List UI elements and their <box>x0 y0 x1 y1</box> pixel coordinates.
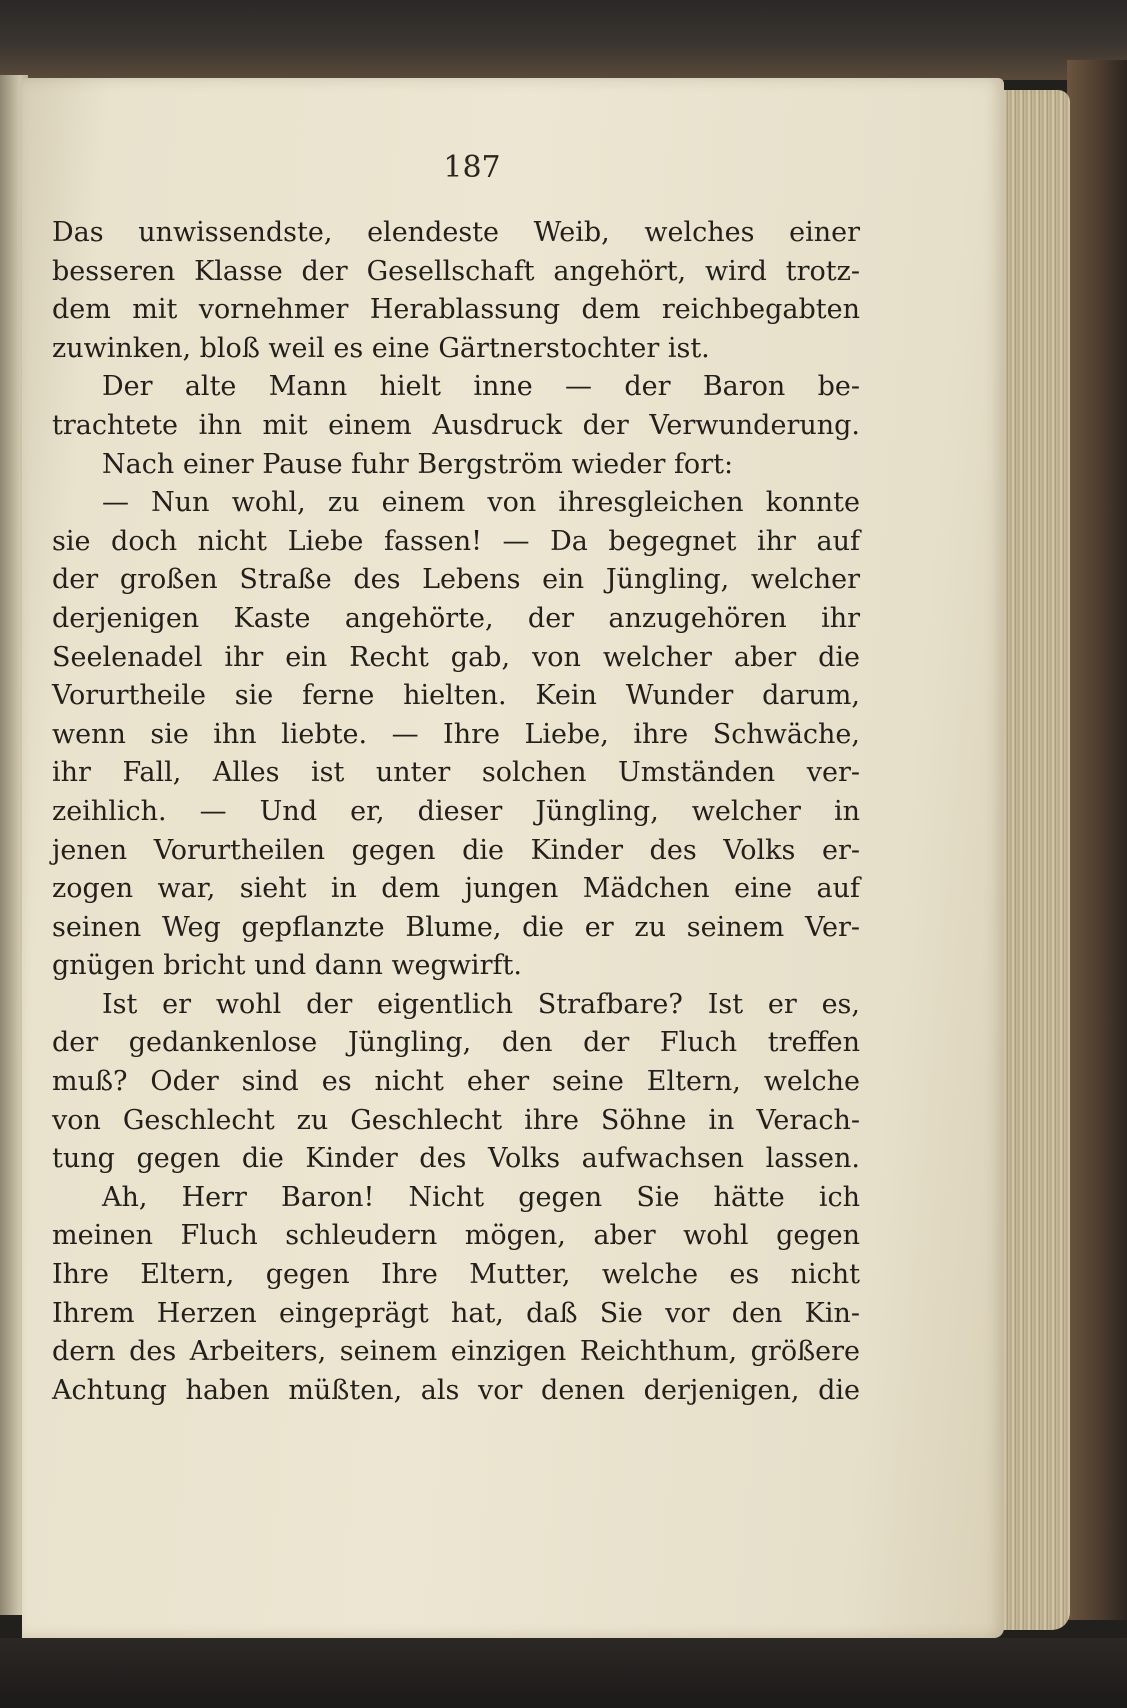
text-line: zogen war, sieht in dem jungen Mädchen eine auf <box>52 873 860 905</box>
text-line: derjenigen Kaste angehörte, der anzugehören ihr <box>52 602 860 634</box>
book-cover-bottom <box>0 1638 1127 1708</box>
text-line: dem mit vornehmer Herablassung dem reichbegabten <box>52 294 860 326</box>
text-line: zeihlich. — Und er, dieser Jüngling, welcher in <box>52 795 860 827</box>
text-line: — Nun wohl, zu einem von ihresgleichen konnte <box>102 487 860 519</box>
text-line: Ist er wohl der eigentlich Strafbare? Ist er es, <box>102 988 860 1020</box>
text-line: Seelenadel ihr ein Recht gab, von welcher aber die <box>52 641 860 673</box>
text-line: Nach einer Pause fuhr Bergström wieder fort: <box>102 448 734 480</box>
text-line: Ihre Eltern, gegen Ihre Mutter, welche es nicht <box>52 1259 860 1291</box>
text-line: jenen Vorurtheilen gegen die Kinder des Volks er- <box>52 834 860 866</box>
text-line: sie doch nicht Liebe fassen! — Da begegnet ihr auf <box>52 525 860 557</box>
text-line: Achtung haben müßten, als vor denen derjenigen, die <box>52 1374 860 1406</box>
page-number: 187 <box>443 150 501 185</box>
text-line: dern des Arbeiters, seinem einzigen Reichthum, größere <box>52 1336 860 1368</box>
text-line: der großen Straße des Lebens ein Jüngling, welcher <box>52 564 860 596</box>
book-cover-top <box>0 0 1127 80</box>
text-line: trachtete ihn mit einem Ausdruck der Verwunderung. <box>52 409 860 441</box>
text-line: gnügen bricht und dann wegwirft. <box>52 950 522 982</box>
text-line: besseren Klasse der Gesellschaft angehört, wird trotz- <box>52 255 860 287</box>
text-line: von Geschlecht zu Geschlecht ihre Söhne in Verach- <box>52 1104 860 1136</box>
text-line: meinen Fluch schleudern mögen, aber wohl gegen <box>52 1220 860 1252</box>
book-cover-right <box>1067 60 1127 1620</box>
text-line: Ah, Herr Baron! Nicht gegen Sie hätte ich <box>102 1181 860 1213</box>
text-line: Ihrem Herzen eingeprägt hat, daß Sie vor den Kin- <box>52 1297 860 1329</box>
text-line: ihr Fall, Alles ist unter solchen Umständen ver- <box>52 757 860 789</box>
book-page <box>22 78 1004 1638</box>
text-line: der gedankenlose Jüngling, den der Fluch treffen <box>52 1027 860 1059</box>
text-line: muß? Oder sind es nicht eher seine Eltern, welche <box>52 1066 860 1098</box>
text-line: Der alte Mann hielt inne — der Baron be- <box>102 371 860 403</box>
text-line: Das unwissendste, elendeste Weib, welches einer <box>52 217 860 248</box>
text-line: wenn sie ihn liebte. — Ihre Liebe, ihre Schwäche, <box>52 718 860 750</box>
text-line: seinen Weg gepflanzte Blume, die er zu seinem Ver- <box>52 911 860 943</box>
body-text <box>52 214 860 1410</box>
text-line: Vorurtheile sie ferne hielten. Kein Wunder darum, <box>52 680 860 712</box>
text-line: tung gegen die Kinder des Volks aufwachsen lassen. <box>52 1143 860 1175</box>
text-line: zuwinken, bloß weil es eine Gärtnerstochter ist. <box>52 332 710 364</box>
